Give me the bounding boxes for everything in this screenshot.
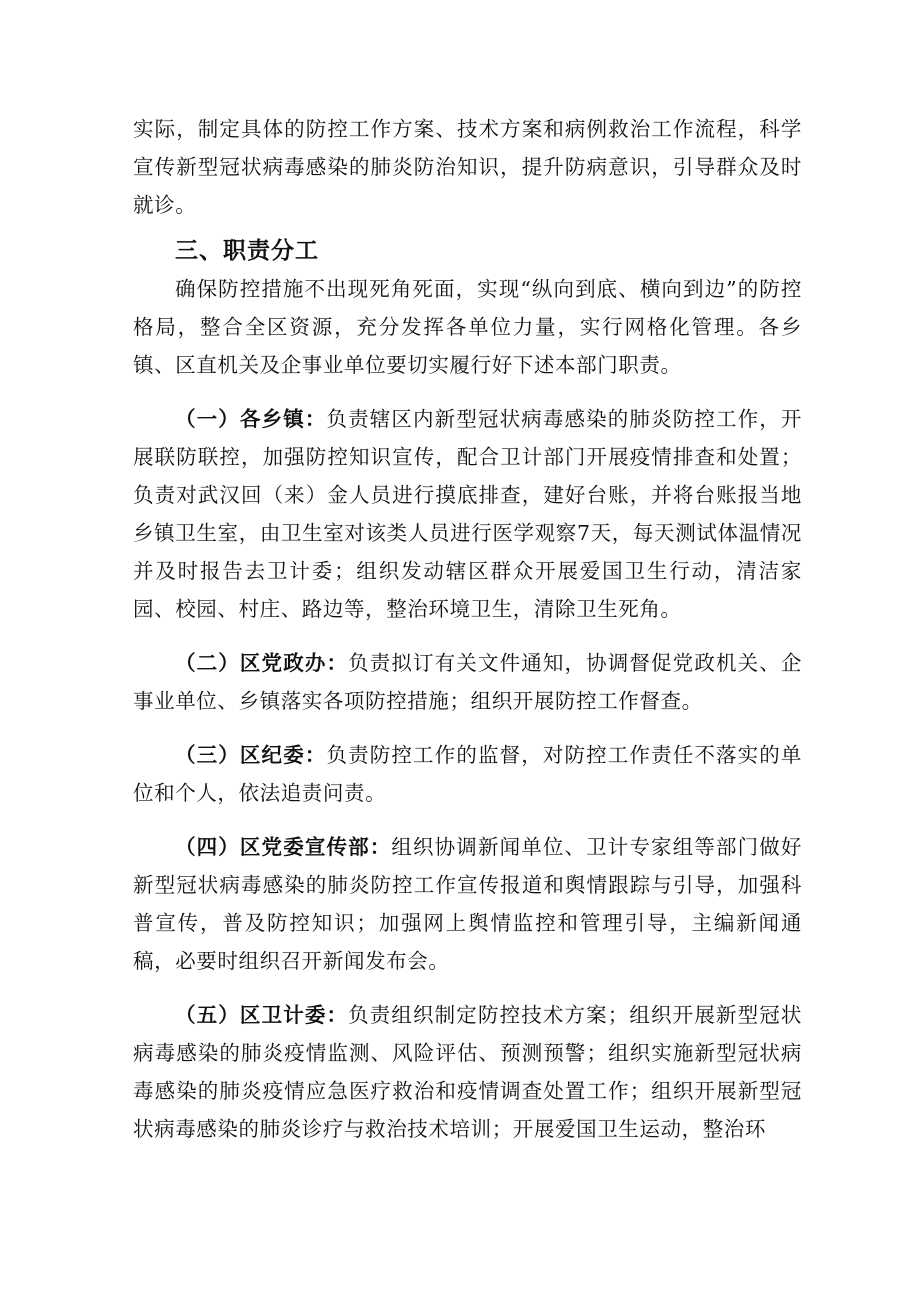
paragraph-item-3 [133, 736, 802, 812]
item-body-2: 负责拟订有关文件通知，协调督促党政机关、企事业单位、乡镇落实各项防控措施；组织开展防控工作督查。 [133, 651, 802, 713]
item-body-5: 负责组织制定防控技术方案；组织开展新型冠状病毒感染的肺炎疫情监测、风险评估、预测预警；组织实施新型冠状病毒感染的肺炎疫情应急医疗救治和疫情调查处置工作；组织开展新型冠状病毒感染的肺炎诊疗与救治技术培训；开展爱国卫生运动，整治环 [133, 1003, 802, 1141]
paragraph-item-5 [133, 996, 802, 1148]
item-lead-3: （三）区纪委： [175, 743, 327, 767]
paragraph-continuation: 实际，制定具体的防控工作方案、技术方案和病例救治工作流程，科学宣传新型冠状病毒感染的肺炎防治知识，提升防病意识，引导群众及时就诊。 [133, 117, 802, 217]
paragraph-item-4 [133, 828, 802, 980]
paragraph-item-2 [133, 644, 802, 720]
item-body-1: 负责辖区内新型冠状病毒感染的肺炎防控工作，开展联防联控，加强防控知识宣传，配合卫计部门开展疫情排查和处置；负责对武汉回（来）金人员进行摸底排查，建好台账，并将台账报当地乡镇卫生室，由卫生室对该类人员进行医学观察7天，每天测试体温情况并及时报告去卫计委；组织发动辖区群众开展爱国卫生行动，清洁家园、校园、村庄、路边等，整治环境卫生，清除卫生死角。 [133, 407, 803, 621]
item-body-3: 负责防控工作的监督，对防控工作责任不落实的单位和个人，依法追责问责。 [133, 743, 803, 805]
item-lead-2: （二）区党政办： [175, 651, 349, 675]
paragraph-intro: 确保防控措施不出现死角死面，实现“纵向到底、横向到边”的防控格局，整合全区资源，充分发挥各单位力量，实行网格化管理。各乡镇、区直机关及企事业单位要切实履行好下述本部门职责。 [133, 277, 802, 377]
section-heading: 三、职责分工 [175, 238, 319, 264]
item-lead-5: （五）区卫计委： [175, 1003, 349, 1027]
item-lead-4: （四）区党委宣传部： [175, 835, 392, 859]
item-lead-1: （一）各乡镇： [175, 407, 327, 431]
paragraph-item-1 [133, 400, 802, 628]
item-body-4: 组织协调新闻单位、卫计专家组等部门做好新型冠状病毒感染的肺炎防控工作宣传报道和舆情跟踪与引导，加强科普宣传，普及防控知识；加强网上舆情监控和管理引导，主编新闻通稿，必要时组织召开新闻发布会。 [133, 835, 802, 973]
